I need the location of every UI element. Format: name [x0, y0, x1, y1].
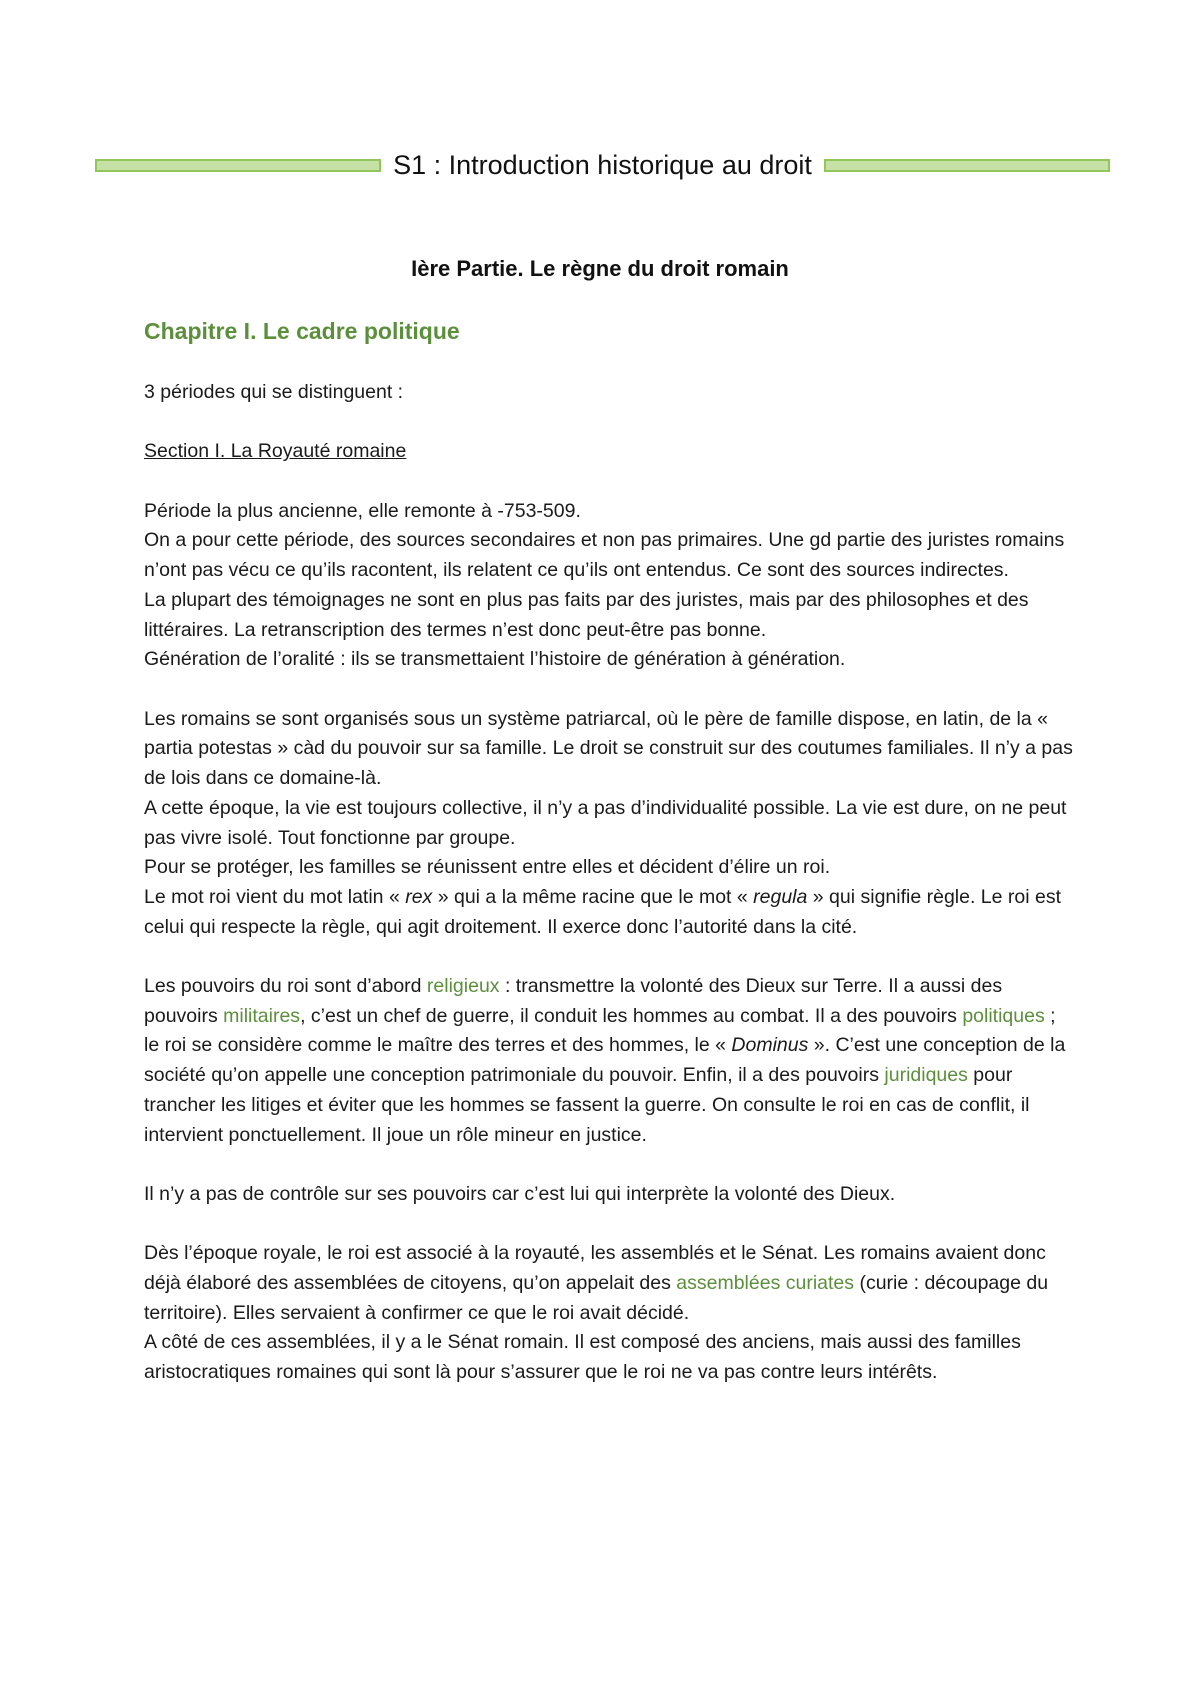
paragraph-assemblees-text-b: (curie : découpage du territoire). Elles servaient à confirmer ce que le roi avait décidé. A côté de ces assemblées, il y a le Sénat romain. Il est composé des anciens, mais aussi des familles aristocratiques romaines qui sont là pour s’assurer que le roi ne va pas contre leurs intérêts. [144, 1272, 1049, 1384]
term-militaires: militaires [223, 1004, 301, 1027]
paragraph-patriarcal [144, 705, 1074, 943]
document-title: S1 : Introduction historique au droit [393, 149, 812, 180]
paragraph-patriarcal-text-b: » qui a la même racine que le mot « [432, 885, 754, 908]
title-decoration-right [824, 159, 1110, 172]
paragraph-pouvoirs-text-d: ; le roi se considère comme le maître des terres et des hommes, le « [144, 1004, 1056, 1057]
paragraph-sources: Période la plus ancienne, elle remonte à -753-509. On a pour cette période, des sources secondaires et non pas primaires. Une gd partie des juristes romains n’ont pas vécu ce qu’ils racontent, ils relatent ce qu’ils ont entendus. Ce sont des sources indirectes. La plupart des témoignages ne sont en plus pas faits par des juristes, mais par des philosophes et des littéraires. La retranscription des termes n’est donc peut-être pas bonne. Génération de l’oralité : ils se transmettaient l’histoire de génération à génération. [144, 499, 1065, 671]
paragraph-controle: Il n’y a pas de contrôle sur ses pouvoirs car c’est lui qui interprète la volonté des Dieux. [144, 1182, 896, 1205]
term-religieux: religieux [426, 975, 500, 997]
term-assemblees-curiates: assemblées curiates [676, 1272, 855, 1294]
chapter-title: Chapitre I. Le cadre politique [144, 318, 460, 344]
paragraph-pouvoirs-text-e: ». C’est une conception de la société qu’on appelle une conception patrimoniale du pouvoir. Enfin, il a des pouvoirs [144, 1034, 1066, 1087]
term-juridiques: juridiques [884, 1064, 968, 1087]
paragraph-patriarcal-text-c: » qui signifie règle. Le roi est celui qui respecte la règle, qui agit droitement. Il exerce donc l’autorité dans la cité. [144, 885, 1062, 938]
document-body [144, 378, 1074, 1418]
paragraph-pouvoirs-text-b: : transmettre la volonté des Dieux sur Terre. Il a aussi des pouvoirs [144, 975, 1003, 1027]
paragraph-pouvoirs-text-a: Les pouvoirs du roi sont d’abord [144, 975, 427, 997]
term-regula: regula [753, 885, 808, 908]
paragraph-pouvoirs-text-f: pour trancher les litiges et éviter que les hommes se fassent la guerre. On consulte le roi en cas de conflit, il intervient ponctuellement. Il joue un rôle mineur en justice. [144, 1064, 1030, 1146]
term-rex: rex [405, 885, 433, 908]
term-politiques: politiques [962, 1004, 1045, 1027]
intro-paragraph: 3 périodes qui se distinguent : [144, 381, 404, 403]
paragraph-pouvoirs [144, 972, 1074, 1150]
paragraph-pouvoirs-text-c: , c’est un chef de guerre, il conduit les hommes au combat. Il a des pouvoirs [300, 1004, 963, 1027]
title-decoration-left [95, 159, 381, 172]
paragraph-assemblees [144, 1239, 1074, 1388]
term-dominus: Dominus [731, 1034, 809, 1057]
paragraph-assemblees-text-a: Dès l’époque royale, le roi est associé à la royauté, les assemblés et le Sénat. Les romains avaient donc déjà élaboré des assemblées de citoyens, qu’on appelait des [144, 1242, 1046, 1294]
section-heading: Section I. La Royauté romaine [144, 440, 407, 463]
part-title: Ière Partie. Le règne du droit romain [411, 256, 789, 281]
paragraph-patriarcal-text-a: Les romains se sont organisés sous un système patriarcal, où le père de famille dispose, en latin, de la « partia potestas » càd du pouvoir sur sa famille. Le droit se construit sur des coutumes familiales. Il n’y a pas de lois dans ce domaine-là. A cette époque, la vie est toujours collective, il n’y a pas d’individualité possible. La vie est dure, on ne peut pas vivre isolé. Tout fonctionne par groupe. Pour se protéger, les familles se réunissent entre elles et décident d’élire un roi. Le mot roi vient du mot latin « [144, 707, 1073, 908]
document-title-row [95, 143, 1110, 187]
